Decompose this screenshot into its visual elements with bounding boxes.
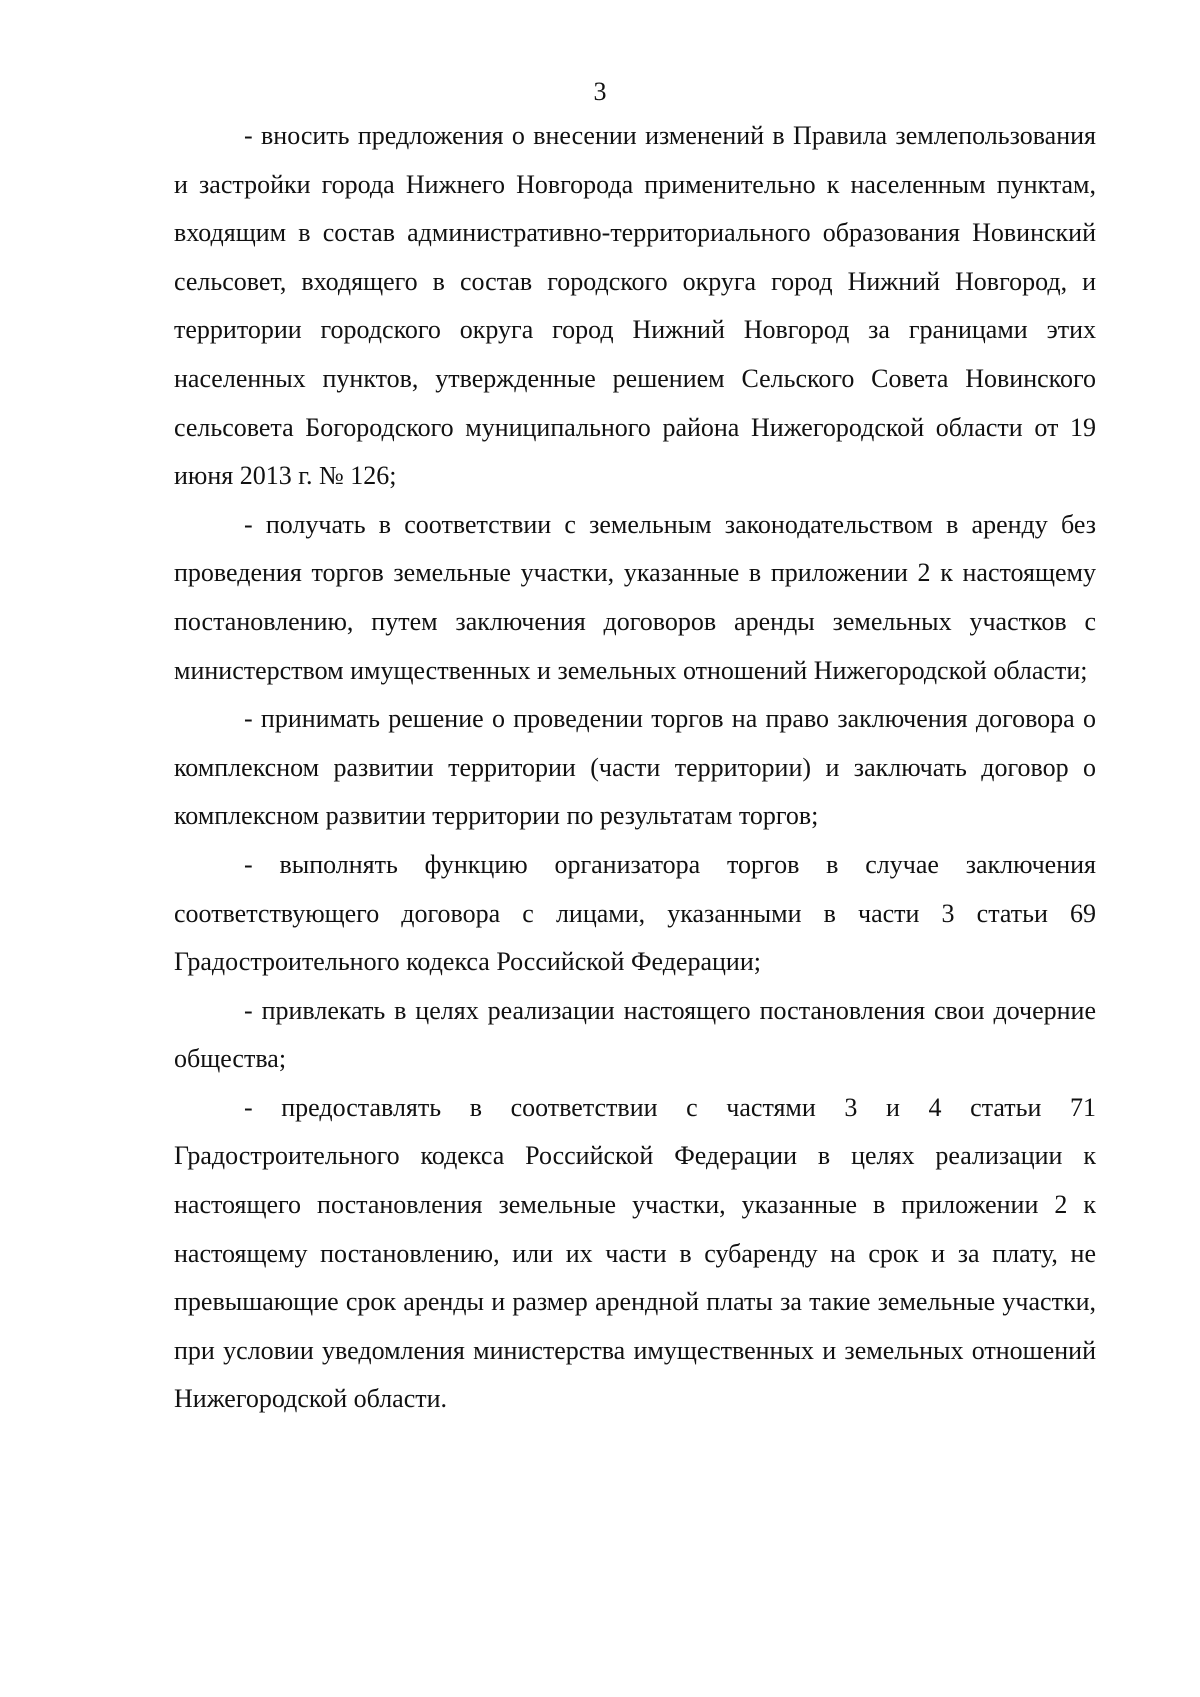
- paragraph-propose-amendments: - вносить предложения о внесении изменений в Правила землепользования и застройки города Нижнего Новгорода применительно к населенным пунктам, входящим в состав административно-территориального образования Новинский сельсовет, входящего в состав городского округа город Нижний Новгород, и территории городского округа город Нижний Новгород за границами этих населенных пунктов, утвержденные решением Сельского Совета Новинского сельсовета Богородского муниципального района Нижегородской области от 19 июня 2013 г. № 126;: [174, 121, 1096, 491]
- paragraph-lease-land: - получать в соответствии с земельным законодательством в аренду без проведения торгов земельные участки, указанные в приложении 2 к настоящему постановлению, путем заключения договоров аренды земельных участков с министерством имущественных и земельных отношений Нижегородской области;: [174, 509, 1096, 685]
- paragraph-sublease: - предоставлять в соответствии с частями 3 и 4 статьи 71 Градостроительного кодекса Российской Федерации в целях реализации к настоящего постановления земельные участки, указанные в приложении 2 к настоящему постановлению, или их части в субаренду на срок и за плату, не превышающие срок аренды и размер арендной платы за такие земельные участки, при условии уведомления министерства имущественных и земельных отношений Нижегородской области.: [174, 1092, 1096, 1414]
- paragraph-tender-organizer: - выполнять функцию организатора торгов в случае заключения соответствующего договора с лицами, указанными в части 3 статьи 69 Градостроительного кодекса Российской Федерации;: [174, 849, 1096, 977]
- document-body: [174, 112, 1096, 1424]
- page-number: 3: [593, 77, 607, 106]
- paragraph-subsidiaries: - привлекать в целях реализации настоящего постановления свои дочерние общества;: [174, 995, 1096, 1074]
- paragraph-tender-decision: - принимать решение о проведении торгов на право заключения договора о комплексном развитии территории (части территории) и заключать договор о комплексном развитии территории по результатам торгов;: [174, 704, 1096, 831]
